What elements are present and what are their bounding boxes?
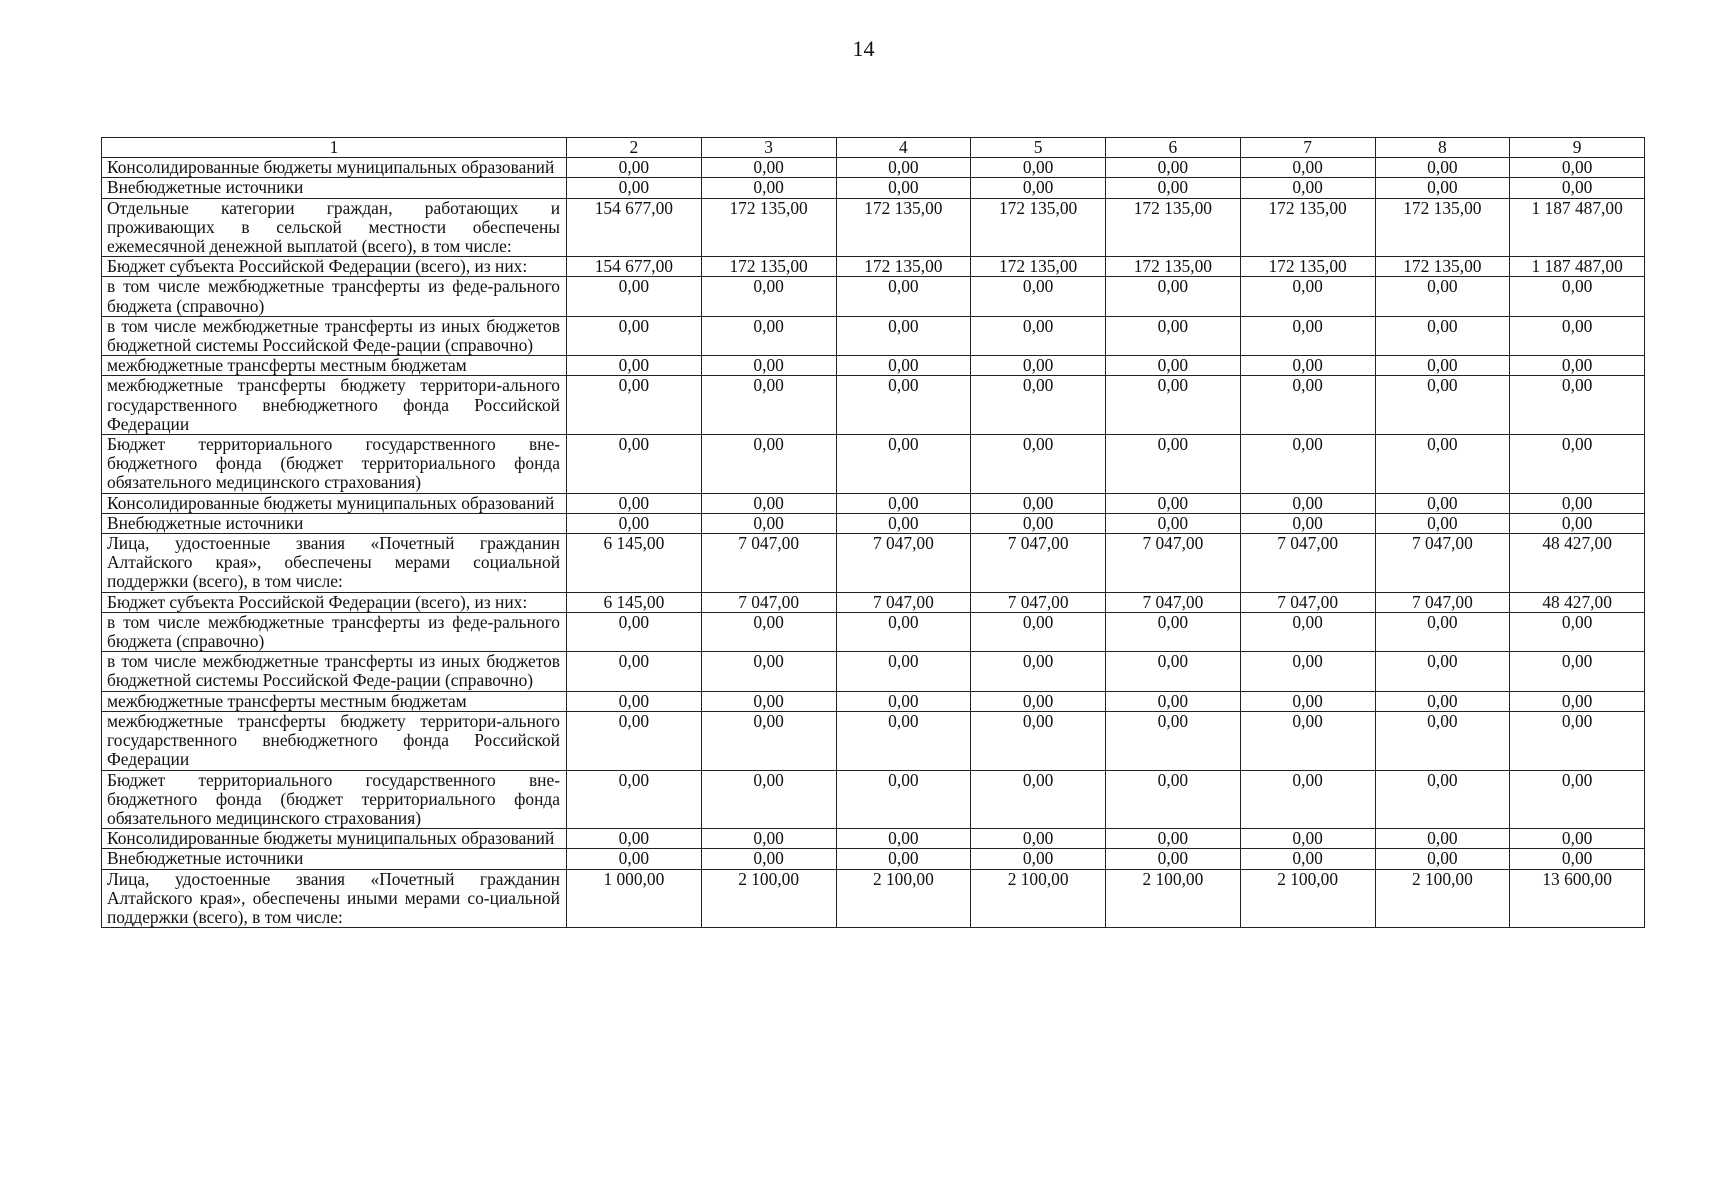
value-cell: 0,00: [971, 158, 1106, 178]
value-cell: 172 135,00: [971, 198, 1106, 257]
value-cell: 0,00: [1240, 829, 1375, 849]
row-label: Отдельные категории граждан, работающих и проживающих в сельской местности обеспечены ежемесячной денежной выплатой (всего), в том числе:: [102, 198, 567, 257]
value-cell: 0,00: [1240, 652, 1375, 691]
value-cell: 0,00: [567, 158, 702, 178]
value-cell: 7 047,00: [1375, 592, 1510, 612]
header-cell: 3: [701, 138, 836, 158]
value-cell: 0,00: [1106, 829, 1241, 849]
value-cell: 172 135,00: [1375, 198, 1510, 257]
value-cell: 0,00: [971, 178, 1106, 198]
value-cell: 0,00: [1375, 356, 1510, 376]
value-cell: 0,00: [1510, 711, 1645, 770]
value-cell: 0,00: [1375, 316, 1510, 355]
value-cell: 0,00: [1106, 612, 1241, 651]
value-cell: 172 135,00: [971, 257, 1106, 277]
table-row: [102, 513, 1645, 533]
value-cell: 48 427,00: [1510, 534, 1645, 593]
value-cell: 0,00: [971, 691, 1106, 711]
value-cell: 0,00: [567, 849, 702, 869]
value-cell: 0,00: [836, 493, 971, 513]
value-cell: 0,00: [1510, 356, 1645, 376]
value-cell: 0,00: [567, 277, 702, 316]
value-cell: 0,00: [1106, 316, 1241, 355]
value-cell: 0,00: [567, 829, 702, 849]
value-cell: 0,00: [701, 356, 836, 376]
table-row: [102, 356, 1645, 376]
value-cell: 172 135,00: [701, 257, 836, 277]
value-cell: 0,00: [567, 356, 702, 376]
value-cell: 0,00: [836, 849, 971, 869]
value-cell: 0,00: [701, 178, 836, 198]
value-cell: 6 145,00: [567, 534, 702, 593]
row-label: в том числе межбюджетные трансферты из иных бюджетов бюджетной системы Российской Феде-рации (справочно): [102, 316, 567, 355]
value-cell: 0,00: [1106, 770, 1241, 829]
table-row: [102, 158, 1645, 178]
value-cell: 0,00: [1510, 493, 1645, 513]
value-cell: 0,00: [1510, 376, 1645, 435]
table-row: [102, 691, 1645, 711]
row-label: Внебюджетные источники: [102, 178, 567, 198]
value-cell: 0,00: [1510, 178, 1645, 198]
value-cell: 7 047,00: [1106, 534, 1241, 593]
value-cell: 0,00: [1375, 376, 1510, 435]
value-cell: 0,00: [1375, 178, 1510, 198]
value-cell: 0,00: [1106, 158, 1241, 178]
value-cell: 0,00: [836, 711, 971, 770]
value-cell: 0,00: [567, 770, 702, 829]
table-row: [102, 493, 1645, 513]
value-cell: 0,00: [701, 691, 836, 711]
value-cell: 2 100,00: [1106, 869, 1241, 928]
row-label: Внебюджетные источники: [102, 849, 567, 869]
value-cell: 0,00: [701, 435, 836, 494]
value-cell: 0,00: [1240, 691, 1375, 711]
value-cell: 0,00: [567, 691, 702, 711]
value-cell: 0,00: [567, 711, 702, 770]
header-row: [102, 138, 1645, 158]
table-row: [102, 829, 1645, 849]
row-label: Бюджет территориального государственного вне-бюджетного фонда (бюджет территориального фонда обязательного медицинского страхования): [102, 770, 567, 829]
value-cell: 0,00: [836, 316, 971, 355]
value-cell: 0,00: [971, 829, 1106, 849]
value-cell: 48 427,00: [1510, 592, 1645, 612]
value-cell: 0,00: [1375, 612, 1510, 651]
row-label: Лица, удостоенные звания «Почетный гражданин Алтайского края», обеспечены иными мерами со-циальной поддержки (всего), в том числе:: [102, 869, 567, 928]
value-cell: 154 677,00: [567, 257, 702, 277]
value-cell: 0,00: [1375, 435, 1510, 494]
value-cell: 0,00: [701, 829, 836, 849]
value-cell: 0,00: [1106, 356, 1241, 376]
value-cell: 0,00: [1240, 612, 1375, 651]
value-cell: 7 047,00: [836, 534, 971, 593]
value-cell: 0,00: [1106, 277, 1241, 316]
value-cell: 0,00: [836, 435, 971, 494]
value-cell: 172 135,00: [1106, 198, 1241, 257]
value-cell: 0,00: [1510, 277, 1645, 316]
value-cell: 7 047,00: [1240, 534, 1375, 593]
value-cell: 0,00: [971, 356, 1106, 376]
header-cell: 5: [971, 138, 1106, 158]
row-label: межбюджетные трансферты местным бюджетам: [102, 691, 567, 711]
row-label: Консолидированные бюджеты муниципальных образований: [102, 829, 567, 849]
value-cell: 0,00: [567, 178, 702, 198]
table-row: [102, 277, 1645, 316]
budget-table-container: [101, 137, 1644, 928]
value-cell: 0,00: [1375, 770, 1510, 829]
value-cell: 0,00: [971, 493, 1106, 513]
row-label: Бюджет субъекта Российской Федерации (всего), из них:: [102, 257, 567, 277]
value-cell: 0,00: [1375, 513, 1510, 533]
value-cell: 0,00: [1106, 178, 1241, 198]
table-row: [102, 770, 1645, 829]
value-cell: 0,00: [836, 513, 971, 533]
value-cell: 0,00: [1375, 711, 1510, 770]
header-cell: 6: [1106, 138, 1241, 158]
value-cell: 0,00: [701, 376, 836, 435]
value-cell: 0,00: [836, 376, 971, 435]
row-label: межбюджетные трансферты местным бюджетам: [102, 356, 567, 376]
value-cell: 0,00: [1510, 513, 1645, 533]
table-row: [102, 652, 1645, 691]
value-cell: 0,00: [1375, 691, 1510, 711]
table-row: [102, 849, 1645, 869]
value-cell: 0,00: [1240, 158, 1375, 178]
value-cell: 0,00: [1240, 493, 1375, 513]
value-cell: 2 100,00: [971, 869, 1106, 928]
header-cell: 2: [567, 138, 702, 158]
row-label: Бюджет территориального государственного вне-бюджетного фонда (бюджет территориального фонда обязательного медицинского страхования): [102, 435, 567, 494]
row-label: межбюджетные трансферты бюджету территори-ального государственного внебюджетного фонда Российской Федерации: [102, 376, 567, 435]
value-cell: 0,00: [1106, 652, 1241, 691]
table-row: [102, 376, 1645, 435]
page-number: 14: [852, 36, 875, 61]
value-cell: 0,00: [701, 770, 836, 829]
table-row: [102, 534, 1645, 593]
value-cell: 0,00: [567, 513, 702, 533]
value-cell: 0,00: [1106, 493, 1241, 513]
value-cell: 0,00: [836, 356, 971, 376]
value-cell: 2 100,00: [701, 869, 836, 928]
value-cell: 13 600,00: [1510, 869, 1645, 928]
header-cell: 1: [102, 138, 567, 158]
value-cell: 172 135,00: [1240, 257, 1375, 277]
value-cell: 0,00: [1240, 770, 1375, 829]
table-row: [102, 612, 1645, 651]
value-cell: 7 047,00: [1375, 534, 1510, 593]
value-cell: 2 100,00: [1240, 869, 1375, 928]
value-cell: 0,00: [701, 513, 836, 533]
value-cell: 0,00: [1240, 356, 1375, 376]
value-cell: 0,00: [1106, 849, 1241, 869]
value-cell: 0,00: [1510, 612, 1645, 651]
value-cell: 0,00: [567, 652, 702, 691]
value-cell: 7 047,00: [836, 592, 971, 612]
value-cell: 7 047,00: [971, 592, 1106, 612]
value-cell: 172 135,00: [1106, 257, 1241, 277]
value-cell: 0,00: [701, 711, 836, 770]
row-label: Лица, удостоенные звания «Почетный гражданин Алтайского края», обеспечены мерами социальной поддержки (всего), в том числе:: [102, 534, 567, 593]
value-cell: 0,00: [971, 849, 1106, 869]
value-cell: 7 047,00: [971, 534, 1106, 593]
value-cell: 0,00: [1510, 158, 1645, 178]
value-cell: 0,00: [701, 316, 836, 355]
value-cell: 0,00: [971, 435, 1106, 494]
value-cell: 0,00: [567, 435, 702, 494]
value-cell: 0,00: [567, 316, 702, 355]
row-label: Консолидированные бюджеты муниципальных образований: [102, 158, 567, 178]
value-cell: 2 100,00: [1375, 869, 1510, 928]
value-cell: 172 135,00: [1375, 257, 1510, 277]
value-cell: 1 000,00: [567, 869, 702, 928]
value-cell: 0,00: [971, 770, 1106, 829]
value-cell: 6 145,00: [567, 592, 702, 612]
row-label: в том числе межбюджетные трансферты из феде-рального бюджета (справочно): [102, 612, 567, 651]
row-label: Внебюджетные источники: [102, 513, 567, 533]
value-cell: 0,00: [836, 829, 971, 849]
row-label: Консолидированные бюджеты муниципальных образований: [102, 493, 567, 513]
table-row: [102, 435, 1645, 494]
value-cell: 0,00: [971, 376, 1106, 435]
value-cell: 1 187 487,00: [1510, 198, 1645, 257]
value-cell: 0,00: [1106, 435, 1241, 494]
value-cell: 0,00: [1240, 849, 1375, 869]
value-cell: 0,00: [1240, 277, 1375, 316]
value-cell: 154 677,00: [567, 198, 702, 257]
value-cell: 0,00: [971, 612, 1106, 651]
value-cell: 0,00: [1375, 829, 1510, 849]
value-cell: 0,00: [1106, 376, 1241, 435]
value-cell: 0,00: [1375, 158, 1510, 178]
value-cell: 0,00: [971, 513, 1106, 533]
table-row: [102, 711, 1645, 770]
value-cell: 0,00: [1240, 513, 1375, 533]
value-cell: 0,00: [1510, 316, 1645, 355]
row-label: в том числе межбюджетные трансферты из иных бюджетов бюджетной системы Российской Феде-рации (справочно): [102, 652, 567, 691]
value-cell: 0,00: [701, 612, 836, 651]
value-cell: 0,00: [1510, 435, 1645, 494]
value-cell: 0,00: [1240, 316, 1375, 355]
value-cell: 0,00: [971, 277, 1106, 316]
table-row: [102, 592, 1645, 612]
value-cell: 0,00: [836, 691, 971, 711]
value-cell: 0,00: [567, 612, 702, 651]
value-cell: 0,00: [1375, 493, 1510, 513]
value-cell: 0,00: [836, 652, 971, 691]
value-cell: 0,00: [1510, 652, 1645, 691]
value-cell: 172 135,00: [701, 198, 836, 257]
value-cell: 0,00: [1375, 849, 1510, 869]
value-cell: 172 135,00: [1240, 198, 1375, 257]
value-cell: 0,00: [971, 316, 1106, 355]
value-cell: 0,00: [1510, 770, 1645, 829]
value-cell: 0,00: [1510, 691, 1645, 711]
table-row: [102, 198, 1645, 257]
value-cell: 7 047,00: [701, 592, 836, 612]
header-cell: 8: [1375, 138, 1510, 158]
value-cell: 7 047,00: [1106, 592, 1241, 612]
value-cell: 0,00: [1510, 849, 1645, 869]
row-label: межбюджетные трансферты бюджету территори-ального государственного внебюджетного фонда Российской Федерации: [102, 711, 567, 770]
value-cell: 0,00: [1375, 652, 1510, 691]
table-row: [102, 257, 1645, 277]
value-cell: 172 135,00: [836, 257, 971, 277]
row-label: в том числе межбюджетные трансферты из феде-рального бюджета (справочно): [102, 277, 567, 316]
value-cell: 0,00: [836, 178, 971, 198]
value-cell: 0,00: [701, 849, 836, 869]
value-cell: 0,00: [1240, 711, 1375, 770]
value-cell: 0,00: [836, 277, 971, 316]
value-cell: 0,00: [1106, 711, 1241, 770]
value-cell: 0,00: [1375, 277, 1510, 316]
row-label: Бюджет субъекта Российской Федерации (всего), из них:: [102, 592, 567, 612]
value-cell: 0,00: [701, 277, 836, 316]
value-cell: 7 047,00: [1240, 592, 1375, 612]
header-cell: 9: [1510, 138, 1645, 158]
value-cell: 0,00: [1106, 691, 1241, 711]
value-cell: 0,00: [836, 770, 971, 829]
table-row: [102, 316, 1645, 355]
value-cell: 0,00: [567, 493, 702, 513]
value-cell: 0,00: [1240, 178, 1375, 198]
table-row: [102, 178, 1645, 198]
value-cell: 7 047,00: [701, 534, 836, 593]
value-cell: 0,00: [971, 711, 1106, 770]
value-cell: 0,00: [836, 612, 971, 651]
value-cell: 1 187 487,00: [1510, 257, 1645, 277]
value-cell: 0,00: [836, 158, 971, 178]
budget-table: [101, 137, 1645, 928]
value-cell: 0,00: [701, 493, 836, 513]
value-cell: 172 135,00: [836, 198, 971, 257]
table-row: [102, 869, 1645, 928]
value-cell: 0,00: [1240, 435, 1375, 494]
value-cell: 0,00: [1510, 829, 1645, 849]
value-cell: 2 100,00: [836, 869, 971, 928]
value-cell: 0,00: [701, 652, 836, 691]
header-cell: 4: [836, 138, 971, 158]
header-cell: 7: [1240, 138, 1375, 158]
value-cell: 0,00: [701, 158, 836, 178]
table-body: [102, 138, 1645, 928]
value-cell: 0,00: [1240, 376, 1375, 435]
value-cell: 0,00: [1106, 513, 1241, 533]
value-cell: 0,00: [567, 376, 702, 435]
value-cell: 0,00: [971, 652, 1106, 691]
